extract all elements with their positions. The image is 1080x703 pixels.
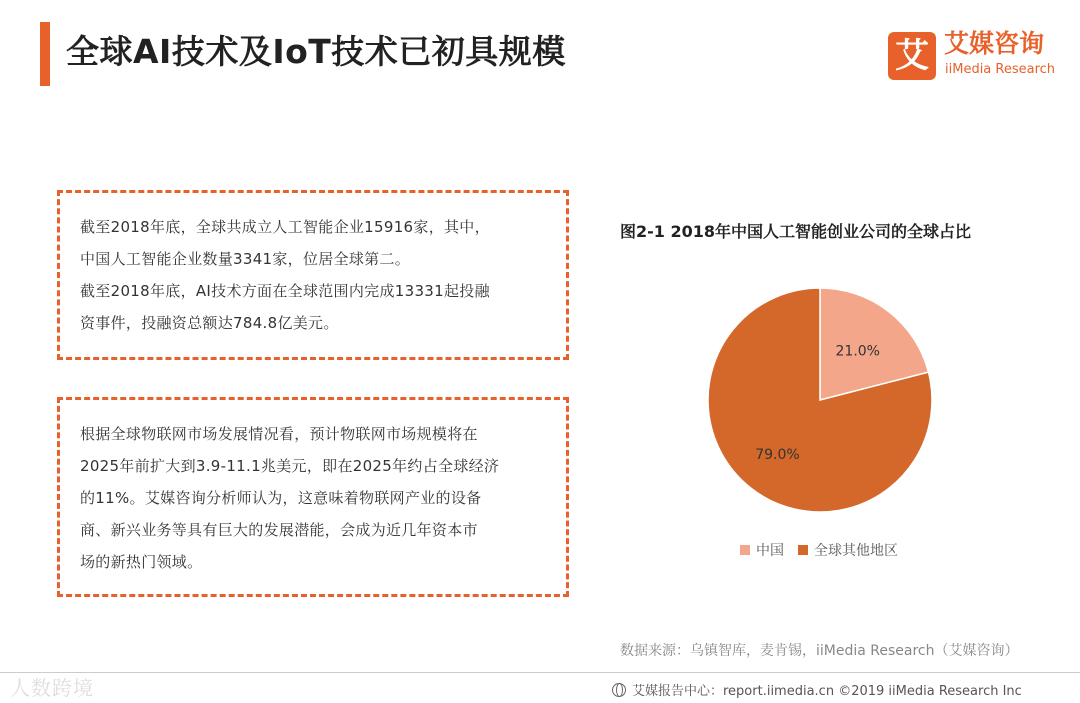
paragraph-line: 场的新热门领域。	[80, 553, 203, 571]
footer-text: 艾媒报告中心：report.iimedia.cn ©2019 iiMedia Research Inc	[632, 684, 1022, 699]
paragraph-line: 的11%。艾媒咨询分析师认为，这意味着物联网产业的设备	[80, 489, 482, 507]
footer-divider	[0, 672, 1080, 673]
pie-label-other: 79.0%	[755, 446, 800, 463]
logo-mark: 艾	[888, 32, 936, 80]
title-accent-bar	[40, 22, 50, 86]
data-source: 数据来源：乌镇智库，麦肯锡，iiMedia Research（艾媒咨询）	[620, 643, 1019, 659]
legend-item-other	[798, 540, 898, 560]
paragraph-line: 中国人工智能企业数量3341家，位居全球第二。	[80, 250, 411, 268]
legend-label-china: 中国	[756, 543, 784, 559]
iot-summary-box	[57, 397, 569, 597]
chart-legend	[740, 540, 898, 560]
footer	[612, 680, 1022, 699]
paragraph-line: 截至2018年底，AI技术方面在全球范围内完成13331起投融	[80, 282, 490, 300]
globe-icon	[612, 683, 626, 697]
watermark: 人数跨境	[10, 676, 94, 700]
legend-swatch-other	[798, 545, 808, 555]
legend-label-other: 全球其他地区	[814, 543, 898, 559]
paragraph-line: 资事件，投融资总额达784.8亿美元。	[80, 314, 339, 332]
chart-title: 图2-1 2018年中国人工智能创业公司的全球占比	[620, 222, 972, 241]
ai-summary-box	[57, 190, 569, 360]
paragraph-line: 商、新兴业务等具有巨大的发展潜能，会成为近几年资本市	[80, 521, 478, 539]
brand-logo	[888, 28, 1070, 84]
legend-item-china	[740, 540, 784, 560]
legend-swatch-china	[740, 545, 750, 555]
pie-chart	[690, 270, 950, 530]
paragraph-line: 根据全球物联网市场发展情况看，预计物联网市场规模将在	[80, 425, 478, 443]
logo-name-cn: 艾媒咨询	[944, 29, 1045, 58]
paragraph-line: 2025年前扩大到3.9-11.1兆美元，即在2025年约占全球经济	[80, 457, 500, 475]
logo-name-en: iiMedia Research	[945, 62, 1056, 77]
pie-label-china: 21.0%	[835, 343, 880, 360]
page-title: 全球AI技术及IoT技术已初具规模	[66, 32, 566, 71]
paragraph-line: 截至2018年底，全球共成立人工智能企业15916家，其中，	[80, 218, 490, 236]
